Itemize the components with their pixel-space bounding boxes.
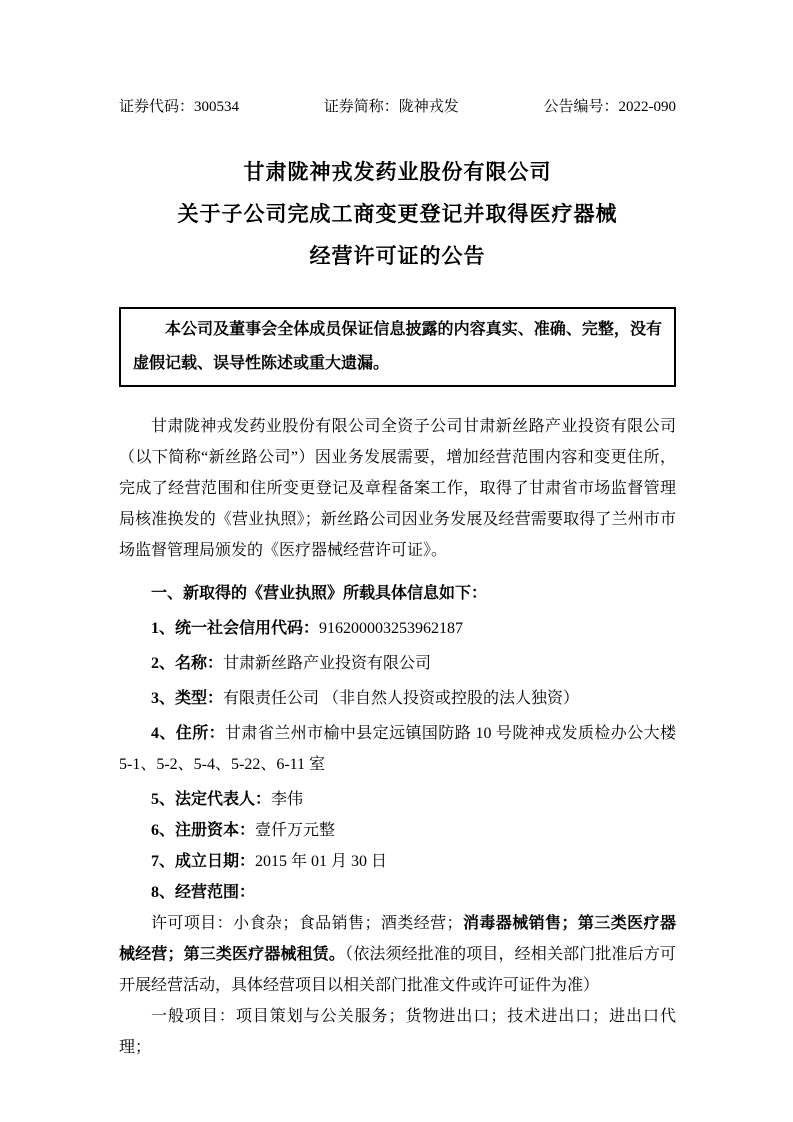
item-legal-representative-label: 5、法定代表人： <box>151 791 272 808</box>
document-title <box>119 151 676 277</box>
item-address-value: 甘肃省兰州市榆中县定远镇国防路 10 号陇神戎发质检办公大楼5-1、5-2、5-4、5-22、6-11 室 <box>119 725 676 773</box>
item-company-name-label: 2、名称： <box>151 655 224 672</box>
disclaimer-text: 本公司及董事会全体成员保证信息披露的内容真实、准确、完整，没有虚假记载、误导性陈述或重大遗漏。 <box>133 321 662 372</box>
page-content <box>119 0 676 1063</box>
scope-licensed-suffix: （依法须经批准的项目，经相关部门批准后方可开展经营活动，具体经营项目以相关部门批准文件或许可证件为准） <box>119 946 676 994</box>
scope-licensed-bold: 消毒器械销售；第三类医疗器械经营；第三类医疗器械租赁。 <box>119 915 676 963</box>
item-registered-capital <box>119 815 676 846</box>
item-legal-representative-value: 李伟 <box>271 791 304 808</box>
item-business-scope-label: 8、经营范围： <box>151 884 256 901</box>
item-registered-capital-label: 6、注册资本： <box>151 822 256 839</box>
item-business-scope <box>119 877 676 908</box>
stock-code: 证券代码：300534 <box>119 99 240 115</box>
item-legal-representative <box>119 784 676 815</box>
item-company-name-value: 甘肃新丝路产业投资有限公司 <box>223 655 432 672</box>
item-establish-date-value: 2015 年 01 月 30 日 <box>255 853 388 870</box>
scope-general-paragraph: 一般项目：项目策划与公关服务；货物进出口；技术进出口；进出口代理； <box>119 1008 676 1056</box>
title-line-1: 甘肃陇神戎发药业股份有限公司 <box>243 160 552 184</box>
scope-licensed-paragraph <box>119 908 676 1001</box>
item-establish-date-label: 7、成立日期： <box>151 853 256 870</box>
item-credit-code <box>119 613 676 644</box>
scope-licensed-prefix: 许可项目：小食杂；食品销售；酒类经营； <box>151 915 463 932</box>
announcement-number: 公告编号：2022-090 <box>543 99 676 115</box>
intro-paragraph: 甘肃陇神戎发药业股份有限公司全资子公司甘肃新丝路产业投资有限公司（以下简称“新丝路公司”）因业务发展需要，增加经营范围内容和变更住所，完成了经营范围和住所变更登记及章程备案工作，取得了甘肃省市场监督管理局核准换发的《营业执照》；新丝路公司因业务发展及经营需要取得了兰州市市场监督管理局颁发的《医疗器械经营许可证》。 <box>119 418 676 559</box>
document-body <box>119 411 676 1063</box>
document-header <box>119 97 676 117</box>
item-credit-code-value: 916200003253962187 <box>319 620 464 637</box>
item-company-name <box>119 648 676 679</box>
item-establish-date <box>119 846 676 877</box>
title-line-2: 关于子公司完成工商变更登记并取得医疗器械 <box>177 202 618 226</box>
item-company-type-label: 3、类型： <box>151 690 224 707</box>
section-1-heading: 一、新取得的《营业执照》所载具体信息如下： <box>151 585 488 602</box>
item-address <box>119 718 676 780</box>
title-line-3: 经营许可证的公告 <box>309 244 486 268</box>
item-registered-capital-value: 壹仟万元整 <box>255 822 336 839</box>
item-company-type <box>119 683 676 714</box>
disclaimer-box <box>119 307 676 387</box>
item-credit-code-label: 1、统一社会信用代码： <box>151 620 320 637</box>
item-company-type-value: 有限责任公司 （非自然人投资或控股的法人独资） <box>223 690 580 707</box>
stock-name: 证券简称：陇神戎发 <box>323 99 459 115</box>
item-address-label: 4、住所： <box>151 725 226 742</box>
